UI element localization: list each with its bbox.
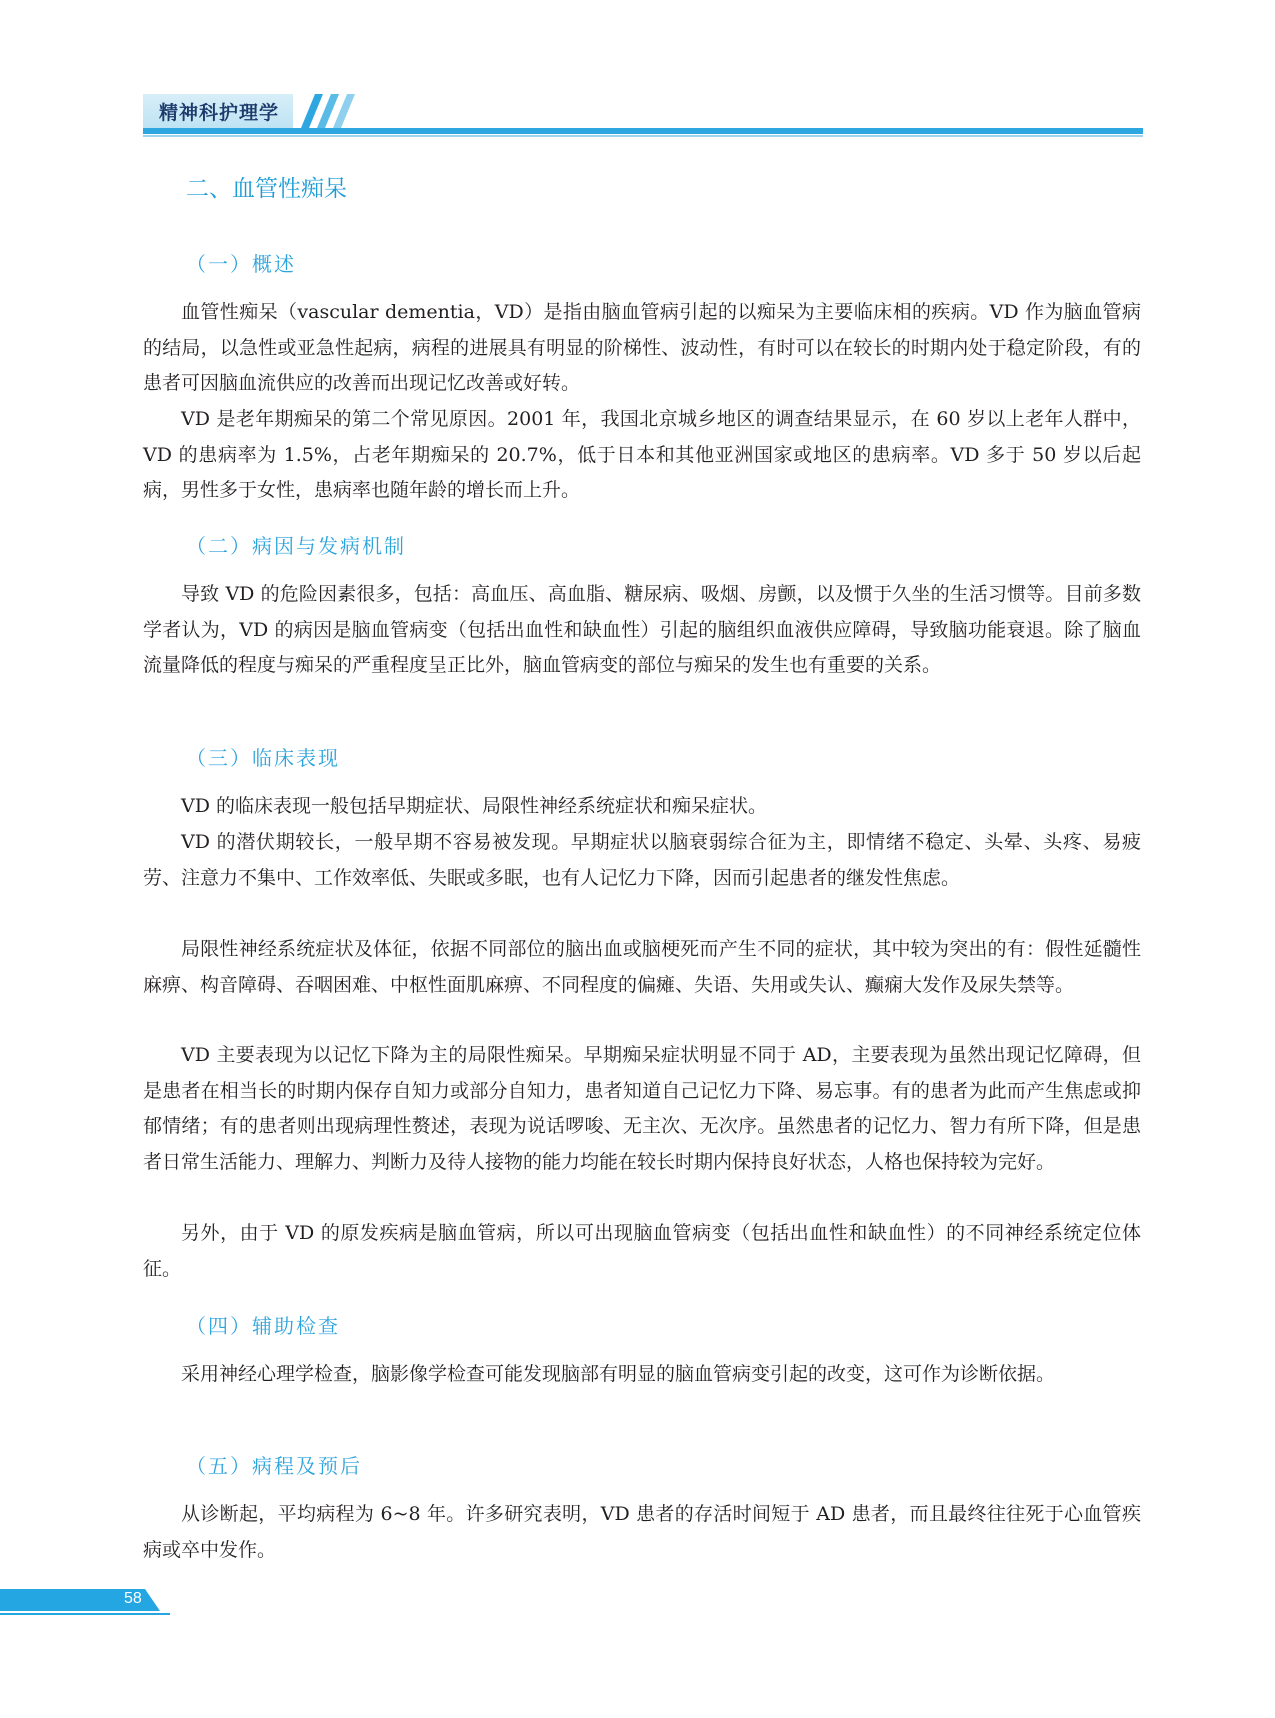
paragraph: 导致 VD 的危险因素很多，包括：高血压、高血脂、糖尿病、吸烟、房颤，以及惯于久坐的生活习惯等。目前多数学者认为，VD 的病因是脑血管病变（包括出血性和缺血性）引起的脑组织血液供应障碍，导致脑功能衰退。除了脑血流量降低的程度与痴呆的严重程度呈正比外，脑血管病变的部位与痴呆的发生也有重要的关系。 <box>143 583 1141 676</box>
paragraph: VD 是老年期痴呆的第二个常见原因。2001 年，我国北京城乡地区的调查结果显示，在 60 岁以上老年人群中，VD 的患病率为 1.5%，占老年期痴呆的 20.7%，低于日本和其他亚洲国家或地区的患病率。VD 多于 50 岁以后起病，男性多于女性，患病率也随年龄的增长而上升。 <box>143 408 1141 501</box>
page-number: 58 <box>124 1590 142 1607</box>
paragraph: VD 主要表现为以记忆下降为主的局限性痴呆。早期痴呆症状明显不同于 AD，主要表现为虽然出现记忆障碍，但是患者在相当长的时期内保存自知力或部分自知力，患者知道自己记忆力下降、易忘事。有的患者为此而产生焦虑或抑郁情绪；有的患者则出现病理性赘述，表现为说话啰唆、无主次、无次序。虽然患者的记忆力、智力有所下降，但是患者日常生活能力、理解力、判断力及待人接物的能力均能在较长时期内保持良好状态，人格也保持较为完好。 <box>143 1044 1141 1173</box>
paragraph: 从诊断起，平均病程为 6~8 年。许多研究表明，VD 患者的存活时间短于 AD 患者，而且最终往往死于心血管疾病或卒中发作。 <box>143 1503 1141 1561</box>
header-rule-thin <box>143 135 1143 137</box>
paragraph: 采用神经心理学检查，脑影像学检查可能发现脑部有明显的脑血管病变引起的改变，这可作为诊断依据。 <box>181 1363 1056 1385</box>
header-stripes-decoration <box>293 94 363 128</box>
section-title: 二、血管性痴呆 <box>186 176 347 202</box>
subsection-heading-prognosis: （五）病程及预后 <box>186 1454 362 1478</box>
paragraph: 局限性神经系统症状及体征，依据不同部位的脑出血或脑梗死而产生不同的症状，其中较为突出的有：假性延髓性麻痹、构音障碍、吞咽困难、中枢性面肌麻痹、不同程度的偏瘫、失语、失用或失认、癫痫大发作及尿失禁等。 <box>143 938 1141 996</box>
subsection-heading-clinical: （三）临床表现 <box>186 746 340 770</box>
paragraph: 另外，由于 VD 的原发疾病是脑血管病，所以可出现脑血管病变（包括出血性和缺血性）的不同神经系统定位体征。 <box>143 1222 1141 1280</box>
footer-rule <box>0 1613 170 1615</box>
paragraph: 血管性痴呆（vascular dementia，VD）是指由脑血管病引起的以痴呆为主要临床相的疾病。VD 作为脑血管病的结局，以急性或亚急性起病，病程的进展具有明显的阶梯性、波动性，有时可以在较长的时期内处于稳定阶段，有的患者可因脑血流供应的改善而出现记忆改善或好转。 <box>143 301 1141 394</box>
book-title: 精神科护理学 <box>159 102 280 124</box>
running-header <box>143 94 1143 134</box>
subsection-heading-overview: （一）概述 <box>186 252 296 276</box>
paragraph: VD 的潜伏期较长，一般早期不容易被发现。早期症状以脑衰弱综合征为主，即情绪不稳定、头晕、头疼、易疲劳、注意力不集中、工作效率低、失眠或多眠，也有人记忆力下降，因而引起患者的继发性焦虑。 <box>143 831 1141 889</box>
subsection-heading-auxiliary-exam: （四）辅助检查 <box>186 1314 340 1338</box>
subsection-heading-etiology: （二）病因与发病机制 <box>186 534 406 558</box>
header-rule <box>143 128 1143 134</box>
paragraph: VD 的临床表现一般包括早期症状、局限性神经系统症状和痴呆症状。 <box>181 795 767 817</box>
